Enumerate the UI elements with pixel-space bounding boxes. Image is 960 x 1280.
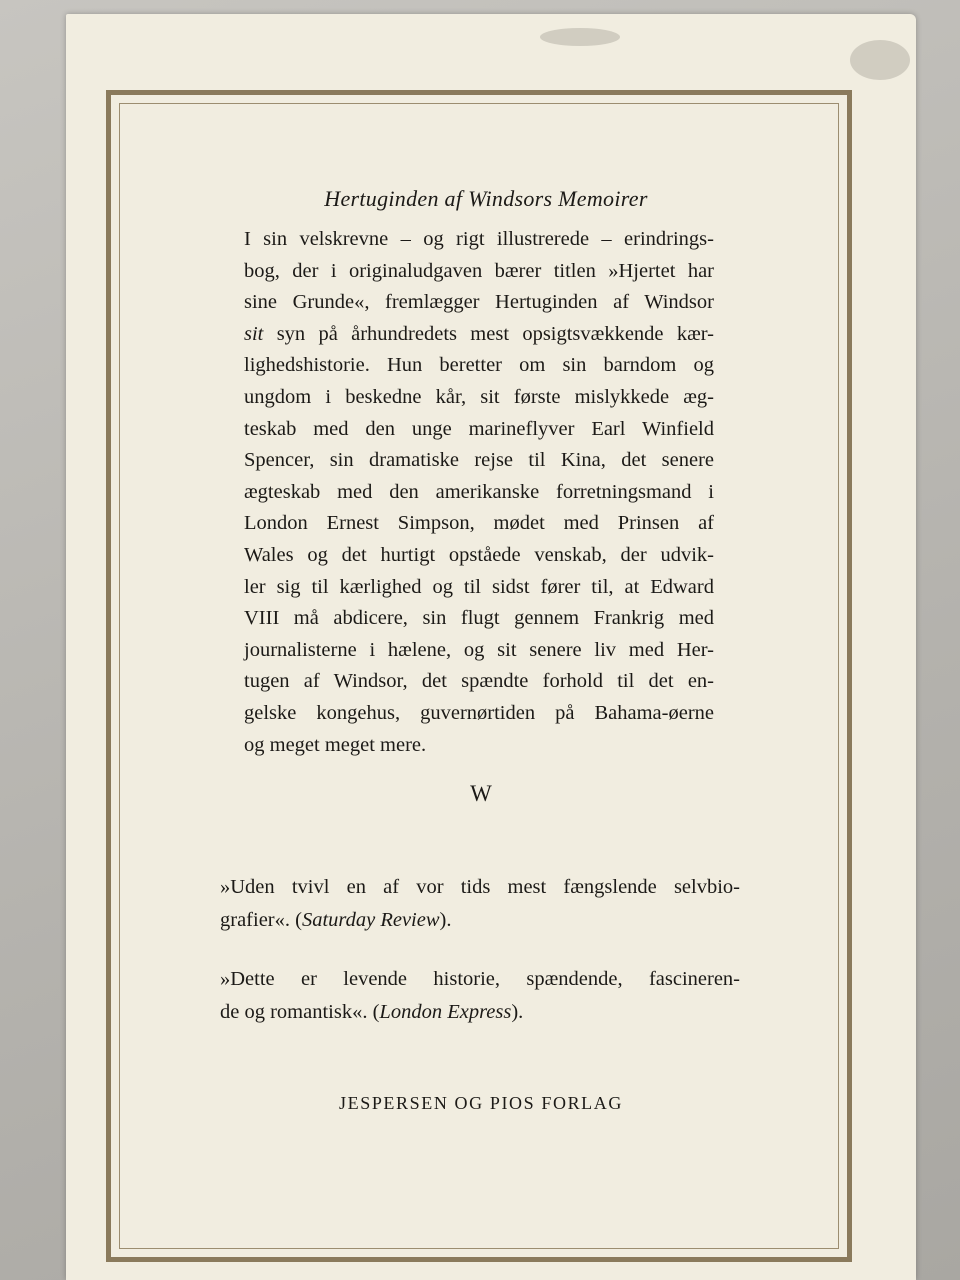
book-title: Hertuginden af Windsors Memoirer bbox=[324, 186, 648, 211]
monogram: W bbox=[470, 781, 492, 807]
wear-mark bbox=[850, 40, 910, 80]
description-line-rest: syn på århundredets mest opsigtsvækkende kær- bbox=[276, 322, 714, 345]
review-quote bbox=[220, 871, 740, 937]
wear-mark bbox=[540, 28, 620, 46]
description-text bbox=[244, 224, 714, 761]
description-line: Spencer, sin dramatiske rejse til Kina, det senere bbox=[244, 449, 714, 472]
cover-content bbox=[150, 186, 810, 1114]
description-line: bog, der i originaludgaven bærer titlen »Hjertet har bbox=[244, 259, 714, 282]
description-line: sine Grunde«, fremlægger Hertuginden af Windsor bbox=[244, 291, 714, 314]
review-quote bbox=[220, 963, 740, 1029]
description-line: VIII må abdicere, sin flugt gennem Frankrig med bbox=[244, 607, 714, 630]
description-line: ler sig til kærlighed og til sidst fører til, at Edward bbox=[244, 575, 714, 598]
review-quotes bbox=[220, 871, 740, 1029]
description-line: London Ernest Simpson, mødet med Prinsen af bbox=[244, 512, 714, 535]
quote-line: »Dette er levende historie, spændende, fascineren- bbox=[220, 968, 740, 991]
quote-line bbox=[220, 904, 740, 937]
emphasis-word: sit bbox=[244, 322, 264, 345]
quote-text: grafier«. ( bbox=[220, 909, 302, 932]
quote-text: de og romantisk«. ( bbox=[220, 1001, 380, 1024]
quote-text: ). bbox=[439, 909, 452, 932]
description-line: og meget meget mere. bbox=[244, 733, 427, 756]
description-line: ægteskab med den amerikanske forretningsmand i bbox=[244, 480, 714, 503]
description-line bbox=[244, 319, 714, 351]
quote-line: »Uden tvivl en af vor tids mest fængslende selvbio- bbox=[220, 876, 740, 899]
description-line: teskab med den unge marineflyver Earl Winfield bbox=[244, 417, 714, 440]
description-line: journalisterne i hælene, og sit senere liv med Her- bbox=[244, 638, 714, 661]
quote-line bbox=[220, 996, 740, 1029]
description-line: tugen af Windsor, det spændte forhold til det en- bbox=[244, 670, 714, 693]
description-line: I sin velskrevne – og rigt illustrerede – erindrings- bbox=[244, 228, 714, 250]
quote-source: London Express bbox=[379, 1001, 512, 1024]
quote-text: ). bbox=[511, 1001, 524, 1024]
quote-source: Saturday Review bbox=[301, 909, 440, 932]
description-line: Wales og det hurtigt opståede venskab, der udvik- bbox=[244, 543, 714, 566]
description-line: lighedshistorie. Hun beretter om sin barndom og bbox=[244, 354, 714, 377]
publisher-name: JESPERSEN OG PIOS FORLAG bbox=[339, 1093, 623, 1114]
description-line: ungdom i beskedne kår, sit første mislykkede æg- bbox=[244, 385, 714, 408]
description-line: gelske kongehus, guvernørtiden på Bahama-øerne bbox=[244, 701, 714, 724]
